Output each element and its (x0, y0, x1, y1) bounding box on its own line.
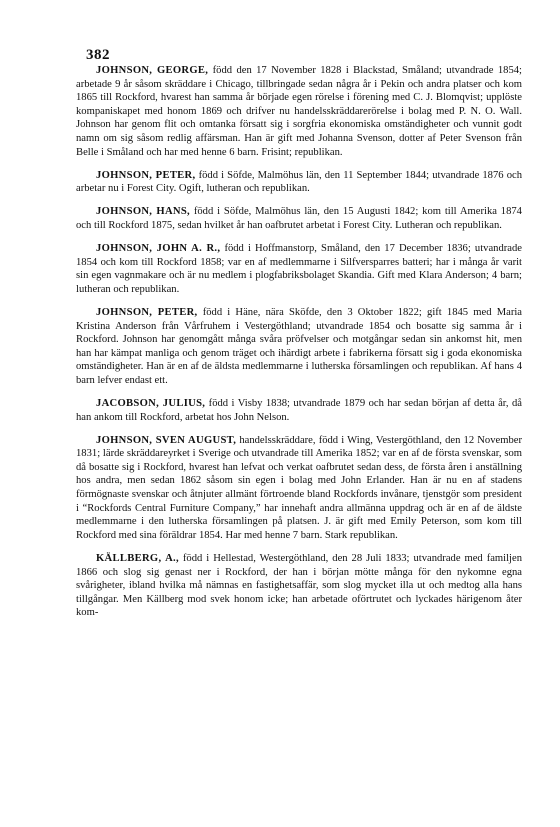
entry-name: JOHNSON, SVEN AUGUST, (96, 434, 237, 446)
entry-johnson-hans (76, 205, 522, 232)
entry-text: född i Söfde, Malmöhus län, den 15 Augusti 1842; kom till Amerika 1874 och till Rockford 1875, sedan hvilket år han oafbrutet arbetat i Forest City. Lutheran och republikan. (76, 206, 522, 231)
entry-text: född i Visby 1838; utvandrade 1879 och har sedan början af detta år, då han ankom till Rockford, arbetat hos John Nelson. (76, 397, 522, 423)
entry-kallberg (76, 552, 522, 620)
page-number: 382 (86, 47, 110, 63)
entry-text: född i Hellestad, Westergöthland, den 28 Juli 1833; utvandrade med familjen 1866 och slog sig genast ner i Rockford, der han i början mötte många för den nykomne egna svårigheter, ibland hvilka må nämnas en fastighetsaffär, som slog mycket illa ut och medtog alla hans tillgångar. Men Källberg mod svek honom icke; han arbetade oförtrutet och lyckades härigenom åter kom- (76, 552, 522, 619)
entry-johnson-george (76, 64, 522, 159)
biography-entries (76, 64, 522, 629)
entry-text: född den 17 November 1828 i Blackstad, Småland; utvandrade 1854; arbetade 9 år såsom skräddare i Chicago, tillbringade sedan några år i Pekin och andra platser och kom 1865 till Rockford, hvarest han samma år började egen rörelse i förening med C. J. Blomqvist; upplöste kompaniskapet med honom 1869 och drifver nu handelsskräddarerörelse i bolag med P. N. O. Wall. Johnson har genom flit och omtanka försatt sig i sorgfria ekonomiska omständigheter och vunnit godt namn om sig såsom redlig affärsman. Han är gift med Johanna Svenson, dotter af Peter Svenson från Belle i Småland och har med henne 6 barn. Frisint; republikan. (76, 65, 522, 158)
entry-johnson-sven-august (76, 434, 522, 543)
entry-text: handelsskräddare, född i Wing, Vestergöthland, den 12 November 1831; lärde skräddareyrket i Sverige och utvandrade till Amerika 1852; var en af de första svenskar, som då bosatte sig i Rockford, hvarest han lefvat och verkat oafbrutet sedan dess, de första åren i anställning hos andra, men sedan 1862 såsom sin egen i bolag med John Erlander. Han är nu en af stadens förmögnaste svenskar och åtnjuter allmänt förtroende bland Rockfords invånare, tjenstgör som president i “Rockfords Central Furniture Company,” har innehaft andra allmänna uppdrag och är en af de äldste medlemmarne i den lutherska församlingen på platsen. J. är gift med Emily Peterson, som kom till Rockford med sina föräldrar 1854. Har med henne 7 barn. Stark republikan. (76, 434, 522, 541)
entry-johnson-john (76, 242, 522, 296)
entry-name: JOHNSON, GEORGE, (96, 65, 209, 76)
entry-name: JOHNSON, PETER, (96, 306, 198, 318)
entry-name: JOHNSON, JOHN A. R., (96, 243, 221, 255)
entry-name: KÄLLBERG, A., (96, 552, 179, 564)
entry-johnson-peter-2 (76, 306, 522, 388)
entry-text: född i Söfde, Malmöhus län, den 11 September 1844; utvandrade 1876 och arbetar nu i Forest City. Ogift, lutheran och republikan. (76, 169, 522, 195)
entry-name: JOHNSON, HANS, (96, 206, 190, 218)
entry-jacobson-julius (76, 397, 522, 424)
entry-name: JOHNSON, PETER, (96, 169, 196, 181)
entry-text: född i Häne, nära Sköfde, den 3 Oktober 1822; gift 1845 med Maria Kristina Anderson från Vårfruhem i Vestergöthland; utvandrade 1854 och bosatte sig samma år i Rockford. Johnson har genomgått många svåra pröfvelser och motgångar sedan sin ankomst hit, men han har kämpat manliga och genom träget och ihärdigt arbete i fabrikerna försatt sig i goda ekonomiska omständigheter. Han är en af de äldsta medlemmarne i lutherska församlingen och republikan. Af hans 4 barn lefver endast ett. (76, 306, 522, 386)
entry-text: född i Hoffmanstorp, Småland, den 17 December 1836; utvandrade 1854 och kom till Rockford 1858; var en af medlemmarne i Silfversparres batteri; har i många år varit sin egen vagnmakare och är nu medlem i plogfabriksbolaget Skandia. Gift med Klara Anderson; 4 barn; lutheran och republikan. (76, 243, 522, 295)
entry-johnson-peter-1 (76, 169, 522, 196)
entry-name: JACOBSON, JULIUS, (96, 397, 206, 409)
